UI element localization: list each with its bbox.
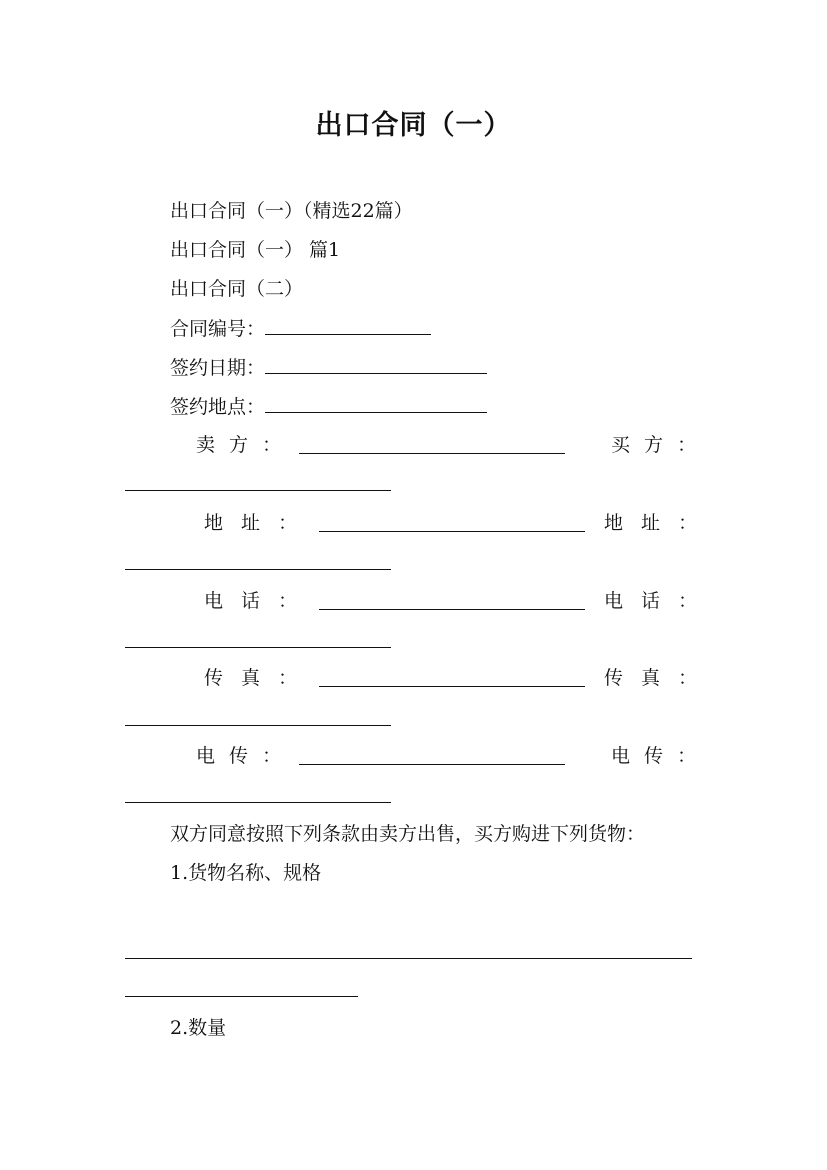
buyer-fax-blank — [125, 725, 391, 726]
buyer-address-label: 地 址 ： — [604, 512, 698, 534]
contract-no-blank — [265, 316, 431, 335]
item-1-blank-line-2 — [125, 996, 358, 997]
seller-telex-label: 电 传 ： — [196, 745, 282, 767]
seller-fax-blank — [319, 686, 585, 687]
seller-phone-blank — [319, 609, 585, 610]
toc-line-1: 出口合同（一）（精选22篇） — [170, 200, 413, 222]
toc-line-2: 出口合同（一） 篇1 — [170, 239, 341, 261]
buyer-label: 买 方 ： — [611, 434, 697, 456]
sign-place-line — [170, 394, 487, 419]
buyer-phone-blank — [125, 647, 391, 648]
sign-date-line — [170, 355, 487, 380]
seller-phone-label: 电 话 ： — [204, 590, 298, 612]
buyer-address-blank — [125, 569, 391, 570]
contract-no-label: 合同编号： — [170, 318, 266, 340]
buyer-phone-label: 电 话 ： — [604, 590, 698, 612]
seller-telex-blank — [299, 764, 565, 765]
toc-line-3: 出口合同（二） — [170, 278, 304, 300]
seller-blank — [299, 453, 565, 454]
document-title: 出口合同（一） — [315, 110, 512, 141]
sign-place-label: 签约地点： — [170, 396, 266, 418]
item-1-heading: 1.货物名称、规格 — [170, 862, 322, 884]
sign-date-blank — [265, 355, 487, 374]
contract-no-line — [170, 316, 431, 341]
item-1-blank-line-1 — [125, 958, 692, 959]
buyer-telex-label: 电 传 ： — [611, 745, 697, 767]
seller-address-blank — [319, 531, 585, 532]
seller-address-label: 地 址 ： — [204, 512, 298, 534]
agreement-text: 双方同意按照下列条款由卖方出售，买方购进下列货物： — [170, 823, 646, 845]
sign-date-label: 签约日期： — [170, 357, 266, 379]
buyer-blank — [125, 490, 391, 491]
buyer-telex-blank — [125, 802, 391, 803]
item-2-heading: 2.数量 — [170, 1017, 227, 1039]
sign-place-blank — [265, 394, 487, 413]
buyer-fax-label: 传 真 ： — [604, 667, 698, 689]
seller-fax-label: 传 真 ： — [204, 667, 298, 689]
seller-label: 卖 方 ： — [196, 434, 282, 456]
